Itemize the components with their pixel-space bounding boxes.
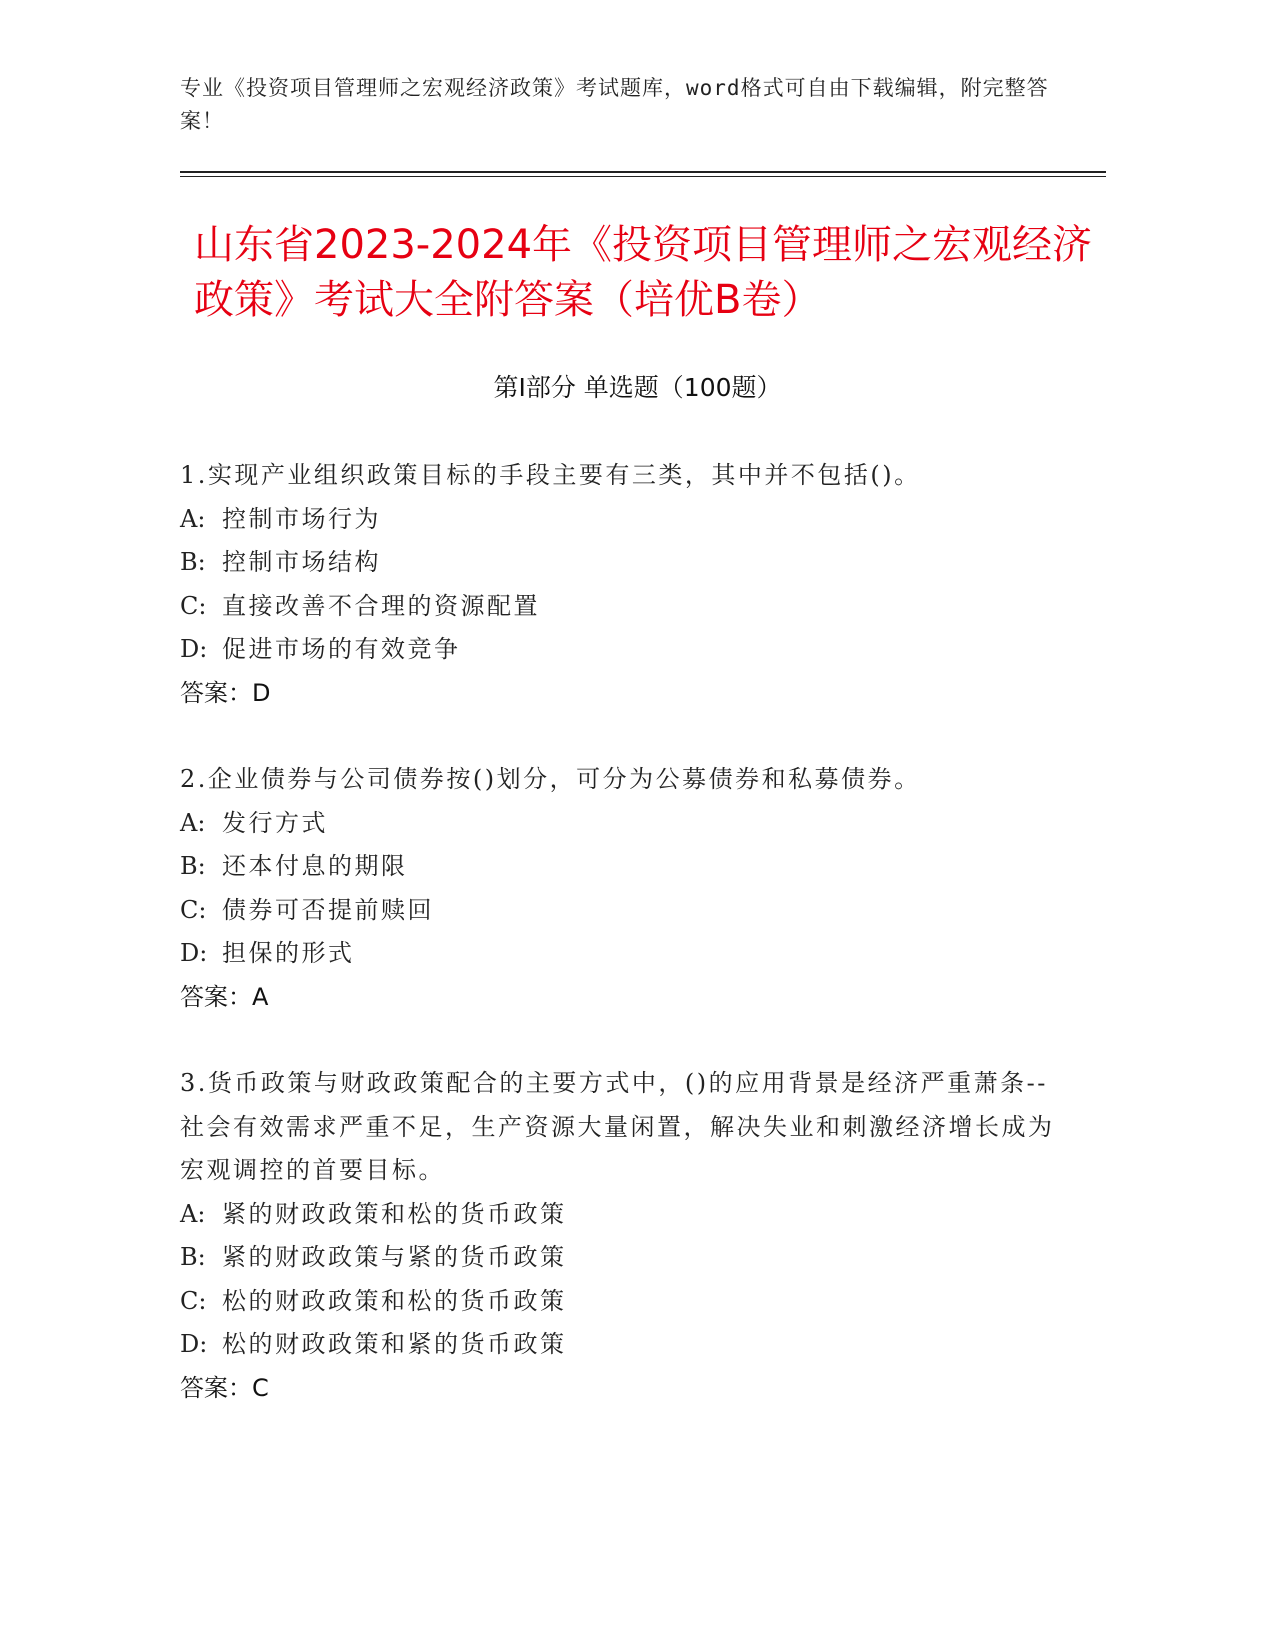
answer: 答案：A: [180, 982, 269, 1011]
header-note: 专业《投资项目管理师之宏观经济政策》考试题库，word格式可自由下载编辑，附完整答案！: [180, 76, 1049, 133]
question-stem: 1.实现产业组织政策目标的手段主要有三类，其中并不包括()。: [180, 461, 921, 489]
option-key: C:: [180, 895, 207, 924]
option-key: D:: [180, 635, 208, 663]
option-text: 紧的财政政策和松的货币政策: [222, 1199, 567, 1228]
option-b: [180, 845, 1060, 889]
option-text: 松的财政政策和紧的货币政策: [222, 1330, 567, 1358]
option-key: C:: [180, 1286, 207, 1315]
option-text: 直接改善不合理的资源配置: [222, 591, 540, 620]
option-text: 还本付息的期限: [222, 852, 408, 880]
option-d: [180, 1323, 1060, 1367]
option-b: [180, 1236, 1060, 1280]
question-list: [180, 454, 1060, 1453]
option-text: 债券可否提前赎回: [222, 895, 434, 924]
question-2: [180, 758, 1060, 1019]
option-text: 控制市场行为: [222, 504, 381, 533]
option-a: [180, 498, 1060, 542]
question-stem: 2.企业债券与公司债券按()划分，可分为公募债券和私募债券。: [180, 765, 921, 793]
option-text: 发行方式: [222, 808, 328, 837]
question-stem: 3.货币政策与财政政策配合的主要方式中，()的应用背景是经济严重萧条--社会有效需求严重不足，生产资源大量闲置，解决失业和刺激经济增长成为宏观调控的首要目标。: [180, 1069, 1055, 1184]
option-c: [180, 889, 1060, 933]
header-rule-thick: [180, 171, 1106, 173]
option-key: B:: [180, 1243, 206, 1271]
option-key: D:: [180, 939, 208, 967]
option-c: [180, 1280, 1060, 1324]
option-key: B:: [180, 852, 206, 880]
answer: 答案：C: [180, 1373, 269, 1402]
option-d: [180, 628, 1060, 672]
option-text: 松的财政政策和松的货币政策: [222, 1286, 567, 1315]
option-text: 紧的财政政策与紧的货币政策: [222, 1243, 567, 1271]
option-key: A:: [180, 808, 206, 837]
answer: 答案：D: [180, 678, 271, 707]
header-rule-thin: [180, 176, 1106, 177]
option-d: [180, 932, 1060, 976]
option-b: [180, 541, 1060, 585]
option-text: 控制市场结构: [222, 548, 381, 576]
section-title: 第I部分 单选题（100题）: [493, 373, 782, 402]
option-a: [180, 1193, 1060, 1237]
option-key: D:: [180, 1330, 208, 1358]
option-a: [180, 802, 1060, 846]
question-1: [180, 454, 1060, 715]
option-key: B:: [180, 548, 206, 576]
option-text: 担保的形式: [222, 939, 355, 967]
option-key: C:: [180, 591, 207, 620]
option-c: [180, 585, 1060, 629]
option-key: A:: [180, 504, 206, 533]
option-key: A:: [180, 1199, 206, 1228]
question-3: [180, 1062, 1060, 1410]
document-title: 山东省2023-2024年《投资项目管理师之宏观经济政策》考试大全附答案（培优B卷）: [194, 222, 1093, 323]
option-text: 促进市场的有效竞争: [222, 635, 461, 663]
